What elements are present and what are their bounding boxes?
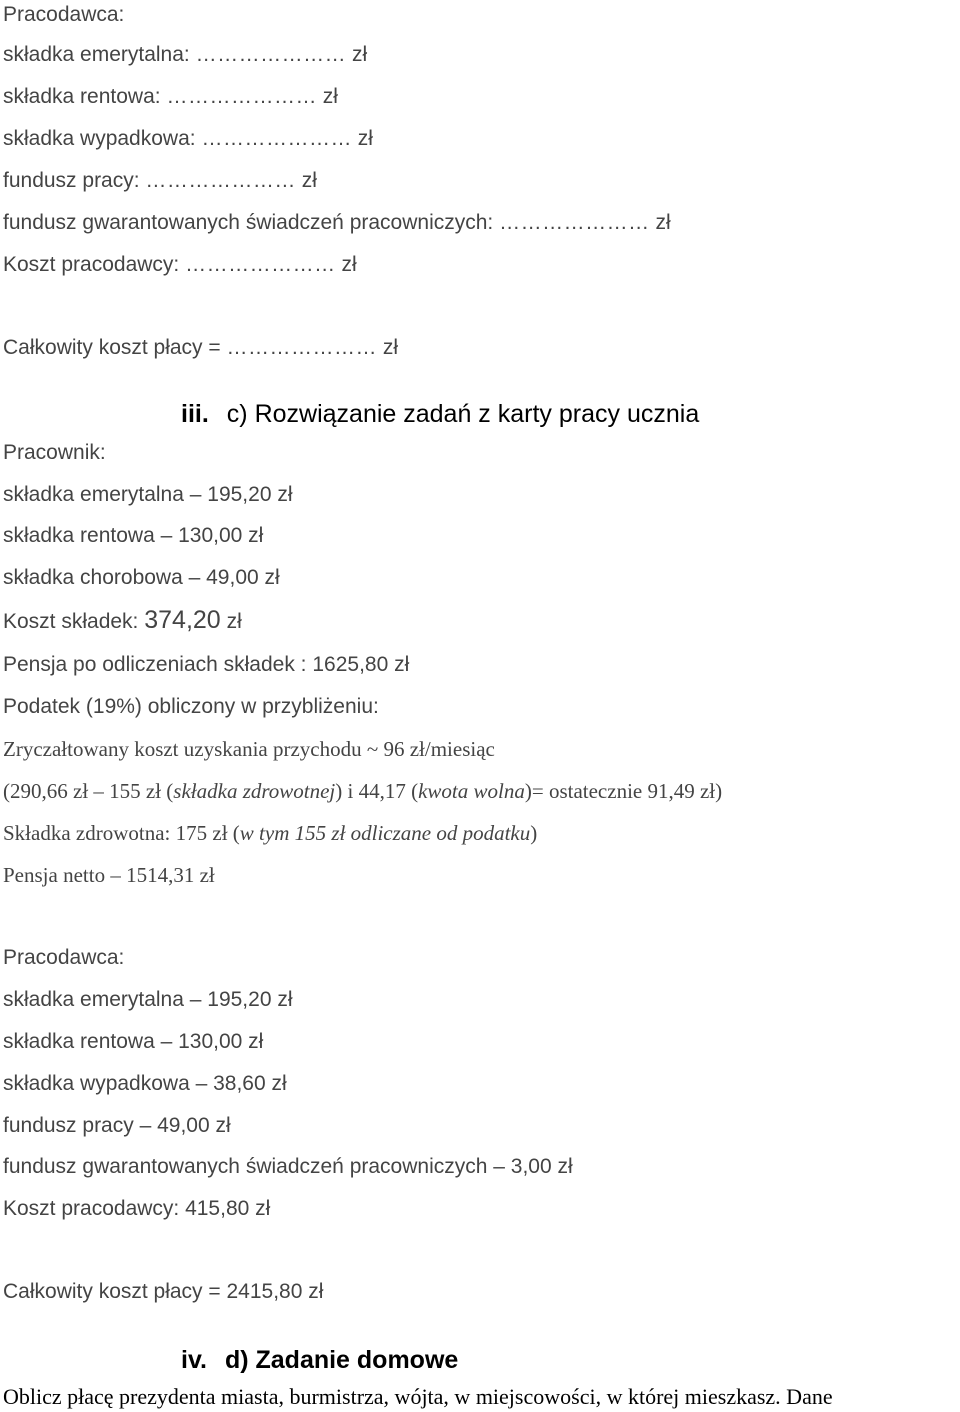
employee-pension: składka emerytalna – 195,20 zł — [3, 483, 293, 506]
form-row-label: Koszt pracodawcy: — [3, 253, 180, 276]
tax-calc-part: )= ostatecznie 91,49 zł) — [524, 779, 723, 803]
tax-calc-italic: kwota wolna — [418, 779, 525, 803]
form-row-label: składka wypadkowa: — [3, 127, 196, 150]
form-row-blank: ………………… — [166, 85, 317, 108]
form-row-label: fundusz pracy: — [3, 169, 140, 192]
form-row-label: składka rentowa: — [3, 85, 161, 108]
cost-unit: zł — [226, 610, 242, 633]
employer-labour-fund: fundusz pracy – 49,00 zł — [3, 1114, 231, 1137]
tax-calc-part: ) i 44,17 ( — [335, 779, 419, 803]
form-row-unit: zł — [382, 336, 399, 359]
form-row-blank: ………………… — [499, 211, 650, 234]
cost-label: Koszt składek: — [3, 610, 139, 633]
employer-accident: składka wypadkowa – 38,60 zł — [3, 1072, 287, 1095]
form-row-unit: zł — [341, 253, 357, 276]
employee-tax: Podatek (19%) obliczony w przybliżeniu: — [3, 695, 379, 718]
form-row-label: fundusz gwarantowanych świadczeń pracowniczych: — [3, 211, 494, 234]
form-row-unit: zł — [351, 43, 368, 66]
section-c-title: c) Rozwiązanie zadań z karty pracy ucznia — [226, 400, 700, 428]
form-row-unit: zł — [357, 127, 373, 150]
employee-health — [3, 820, 537, 846]
employee-heading: Pracownik: — [3, 441, 106, 464]
employee-contribution-cost — [3, 607, 242, 635]
employee-net-salary: Pensja netto – 1514,31 zł — [3, 863, 215, 887]
form-row-blank: ………………… — [145, 169, 296, 192]
form-row-guarantee-fund — [3, 210, 671, 236]
form-row-pension — [3, 42, 367, 68]
tax-calc-italic: składka zdrowotnej — [173, 779, 336, 803]
employer-pension: składka emerytalna – 195,20 zł — [3, 988, 293, 1011]
form-row-blank: ………………… — [226, 336, 378, 359]
form-row-unit: zł — [301, 169, 317, 192]
form-row-unit: zł — [655, 211, 671, 234]
health-part: Składka zdrowotna: 175 zł ( — [3, 821, 240, 845]
form-row-total-cost — [3, 335, 398, 361]
section-c-number: iii. — [181, 400, 209, 428]
section-d-title: d) Zadanie domowe — [224, 1346, 459, 1374]
employee-tax-calc — [3, 778, 722, 804]
employer-cost: Koszt pracodawcy: 415,80 zł — [3, 1197, 271, 1220]
employee-salary-after: Pensja po odliczeniach składek : 1625,80 zł — [3, 653, 410, 676]
employer-guarantee-fund: fundusz gwarantowanych świadczeń pracowniczych – 3,00 zł — [3, 1155, 573, 1178]
employer-form-heading: Pracodawca: — [3, 3, 125, 26]
form-row-label: Całkowity koszt płacy = — [3, 336, 221, 359]
employer-disability: składka rentowa – 130,00 zł — [3, 1030, 264, 1053]
employer-heading: Pracodawca: — [3, 946, 125, 969]
section-c-heading — [181, 399, 699, 429]
employee-sickness: składka chorobowa – 49,00 zł — [3, 566, 280, 589]
form-row-blank: ………………… — [185, 253, 336, 276]
section-d-heading — [181, 1345, 458, 1375]
section-d-number: iv. — [181, 1346, 207, 1374]
form-row-disability — [3, 84, 338, 110]
tax-calc-part: (290,66 zł – 155 zł ( — [3, 779, 174, 803]
employer-total-cost: Całkowity koszt płacy = 2415,80 zł — [3, 1280, 324, 1303]
employee-disability: składka rentowa – 130,00 zł — [3, 524, 264, 547]
employee-income-cost: Zryczałtowany koszt uzyskania przychodu ~ 96 zł/miesiąc — [3, 737, 495, 761]
form-row-accident — [3, 126, 373, 152]
form-row-blank: ………………… — [201, 127, 352, 150]
form-row-unit: zł — [322, 85, 338, 108]
form-row-label: składka emerytalna: — [3, 43, 190, 66]
homework-text: Oblicz płacę prezydenta miasta, burmistrza, wójta, w miejscowości, w której mieszkasz. Dane — [3, 1384, 833, 1409]
cost-value: 374,20 — [144, 606, 221, 634]
form-row-labour-fund — [3, 168, 317, 194]
health-part: ) — [530, 821, 538, 845]
form-row-employer-cost — [3, 252, 357, 278]
form-row-blank: ………………… — [195, 43, 347, 66]
health-italic: w tym 155 zł odliczane od podatku — [239, 821, 531, 845]
